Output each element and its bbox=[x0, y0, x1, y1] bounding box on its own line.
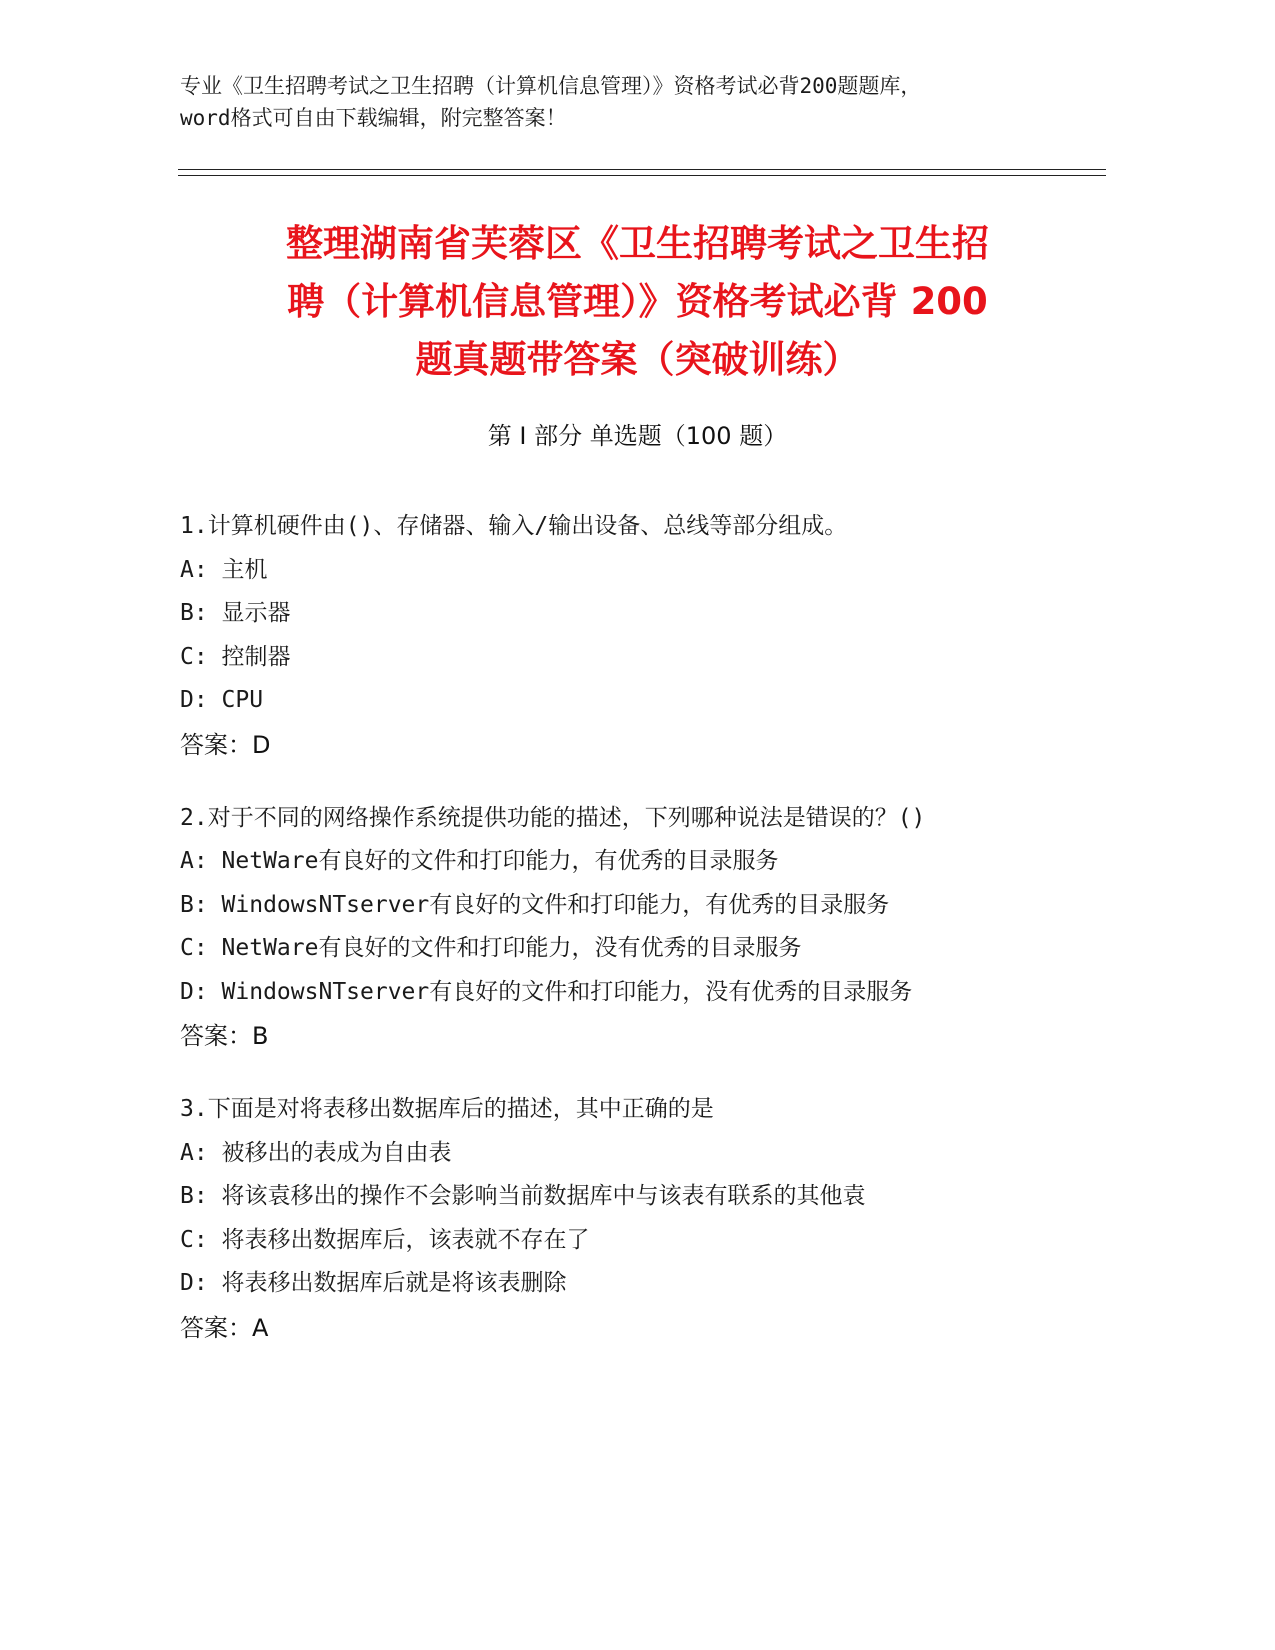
answer: 答案：A bbox=[180, 1313, 269, 1342]
answer: 答案：B bbox=[180, 1022, 269, 1050]
question-2 bbox=[180, 797, 1110, 1059]
answer: 答案：D bbox=[180, 730, 271, 759]
option-a: A: NetWare有良好的文件和打印能力，有优秀的目录服务 bbox=[180, 848, 779, 874]
header-note-line-2: word格式可自由下载编辑，附完整答案！ bbox=[180, 106, 567, 130]
option-a: A: 被移出的表成为自由表 bbox=[180, 1139, 452, 1166]
question-list bbox=[180, 505, 1110, 1380]
header-note-line-1: 专业《卫生招聘考试之卫生招聘（计算机信息管理）》资格考试必背200题题库， bbox=[180, 74, 922, 98]
document-title-line-1: 整理湖南省芙蓉区《卫生招聘考试之卫生招 bbox=[286, 222, 989, 265]
option-a: A: 主机 bbox=[180, 556, 268, 583]
option-c: C: 将表移出数据库后，该表就不存在了 bbox=[180, 1226, 590, 1253]
question-1 bbox=[180, 505, 1110, 767]
option-c: C: NetWare有良好的文件和打印能力，没有优秀的目录服务 bbox=[180, 935, 802, 961]
question-stem: 2.对于不同的网络操作系统提供功能的描述，下列哪种说法是错误的？() bbox=[180, 804, 926, 831]
question-stem: 1.计算机硬件由()、存储器、输入/输出设备、总线等部分组成。 bbox=[180, 513, 848, 539]
option-b: B: 将该袁移出的操作不会影响当前数据库中与该表有联系的其他袁 bbox=[180, 1183, 866, 1209]
option-d: D: 将表移出数据库后就是将该表删除 bbox=[180, 1270, 567, 1296]
document-title bbox=[160, 215, 1115, 389]
option-c: C: 控制器 bbox=[180, 643, 291, 670]
header-divider-bottom bbox=[178, 175, 1106, 176]
option-d: D: CPU bbox=[180, 687, 264, 713]
question-3 bbox=[180, 1088, 1110, 1350]
option-b: B: 显示器 bbox=[180, 600, 291, 626]
document-title-line-2: 聘（计算机信息管理）》资格考试必背 200 bbox=[287, 280, 988, 323]
option-d: D: WindowsNTserver有良好的文件和打印能力，没有优秀的目录服务 bbox=[180, 978, 913, 1005]
header-note bbox=[180, 70, 1100, 134]
section-title: 第 I 部分 单选题（100 题） bbox=[487, 422, 788, 450]
question-stem: 3.下面是对将表移出数据库后的描述，其中正确的是 bbox=[180, 1096, 714, 1122]
document-title-line-3: 题真题带答案（突破训练） bbox=[415, 338, 860, 381]
option-b: B: WindowsNTserver有良好的文件和打印能力，有优秀的目录服务 bbox=[180, 891, 890, 918]
header-divider-top bbox=[178, 169, 1106, 170]
